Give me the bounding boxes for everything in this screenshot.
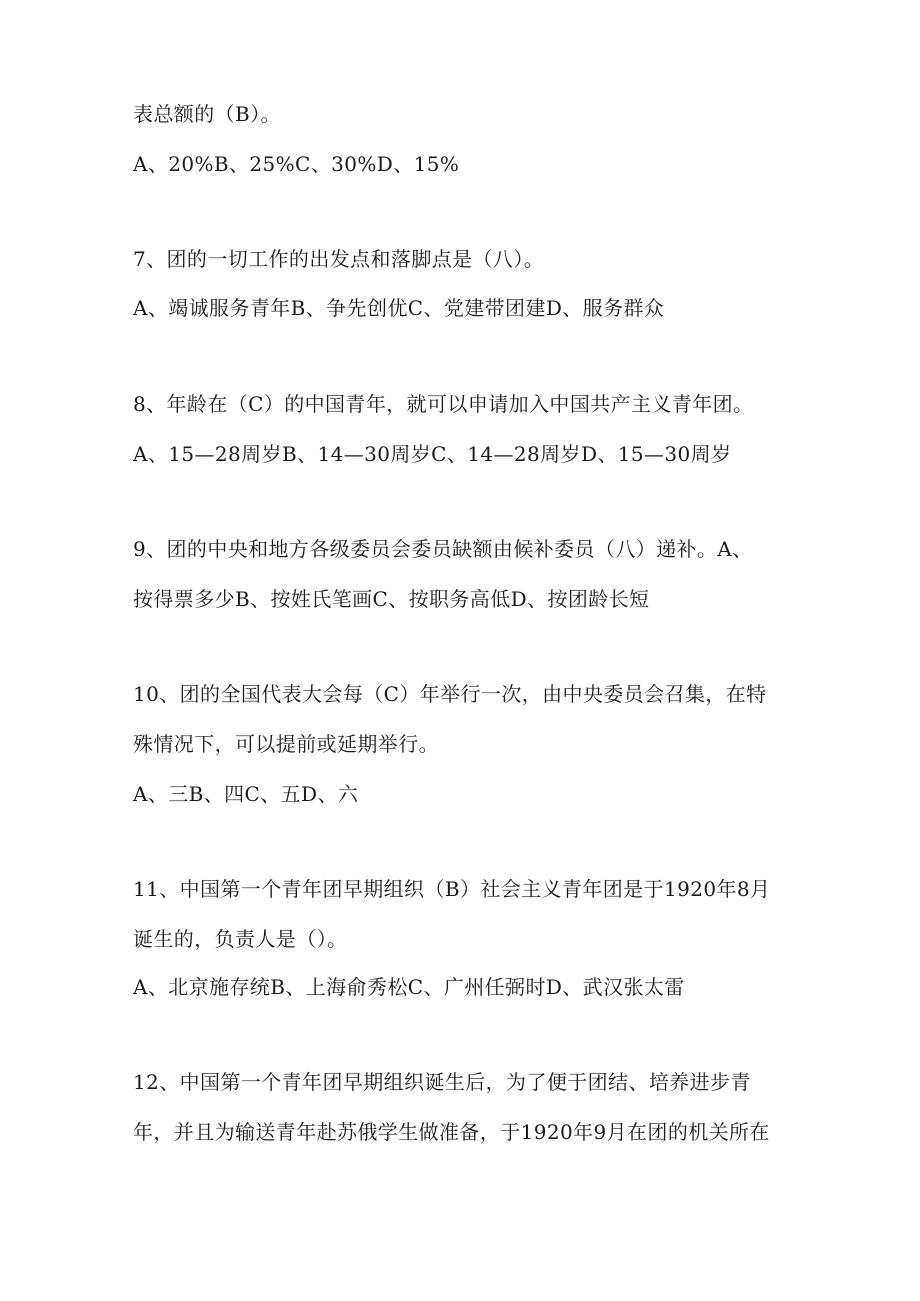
q8-options: A、15—28周岁B、14—30周岁C、14—28周岁D、15—30周岁 xyxy=(133,442,732,466)
q6-options: A、20%B、25%C、30%D、15% xyxy=(133,152,460,176)
q11-stem-line1: 11、中国第一个青年团早期组织（B）社会主义青年团是于1920年8月 xyxy=(133,877,771,901)
q11-stem-line2: 诞生的，负责人是（）。 xyxy=(133,927,348,951)
q9-options: 按得票多少B、按姓氏笔画C、按职务高低D、按团龄长短 xyxy=(133,587,650,611)
q10-stem-line2: 殊情况下，可以提前或延期举行。 xyxy=(133,732,439,756)
q7-options: A、竭诚服务青年B、争先创优C、党建带团建D、服务群众 xyxy=(133,296,665,320)
q8-stem: 8、年龄在（C）的中国青年，就可以申请加入中国共产主义青年团。 xyxy=(133,392,754,416)
q7-stem: 7、团的一切工作的出发点和落脚点是（八）。 xyxy=(133,247,545,271)
q12-stem-line1: 12、中国第一个青年团早期组织诞生后，为了便于团结、培养进步青 xyxy=(133,1070,751,1094)
q12-stem-line2: 年，并且为输送青年赴苏俄学生做准备，于1920年9月在团的机关所在 xyxy=(133,1120,770,1144)
q10-options: A、三B、四C、五D、六 xyxy=(133,782,359,806)
q6-stem-continuation: 表总额的（B）。 xyxy=(133,102,281,126)
q11-options: A、北京施存统B、上海俞秀松C、广州任弼时D、武汉张太雷 xyxy=(133,975,685,999)
q9-stem: 9、团的中央和地方各级委员会委员缺额由候补委员（八）递补。A、 xyxy=(133,537,753,561)
q10-stem-line1: 10、团的全国代表大会每（C）年举行一次，由中央委员会召集，在特 xyxy=(133,682,767,706)
